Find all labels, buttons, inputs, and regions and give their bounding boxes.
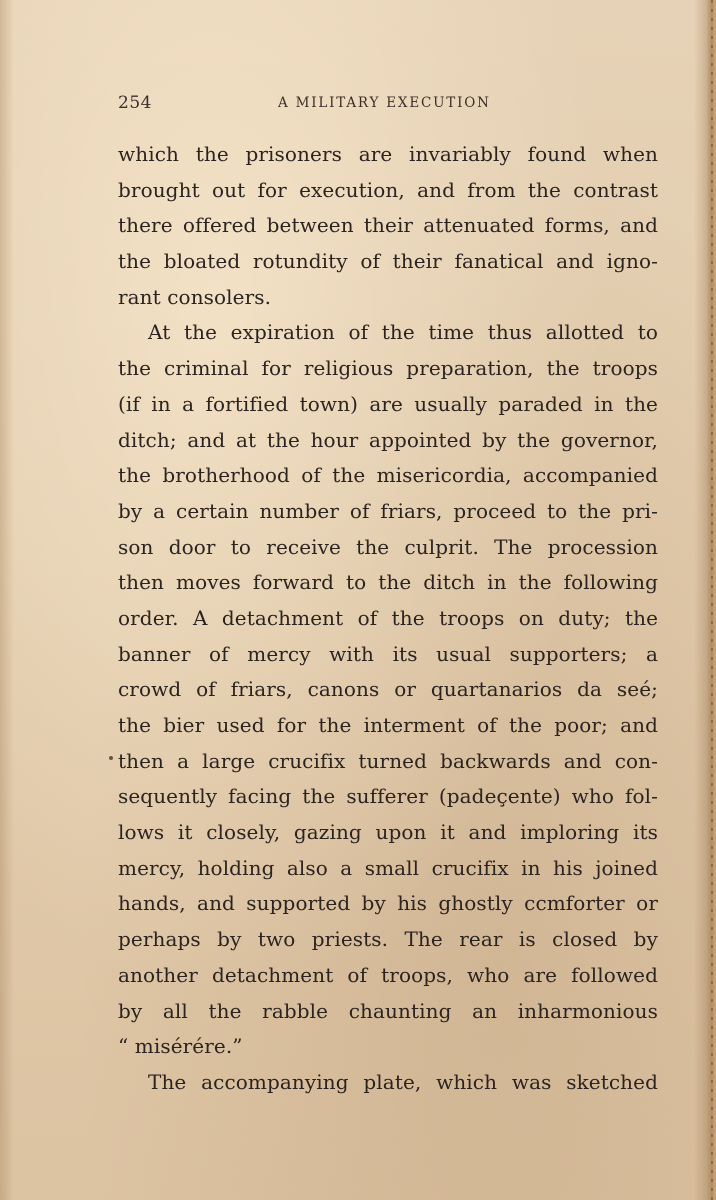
- text-line: the bloated rotundity of their fanatical and igno-: [118, 249, 658, 274]
- text-line: son door to receive the culprit. The procession: [118, 534, 658, 559]
- page-edge: [694, 0, 716, 1200]
- text-line: which the prisoners are invariably found when: [118, 142, 658, 166]
- margin-mark: [109, 756, 113, 760]
- text-line: another detachment of troops, who are followed: [118, 962, 658, 987]
- text-line: by all the rabble chaunting an inharmonious: [118, 998, 658, 1023]
- text-line: order. A detachment of the troops on duty; the: [118, 605, 658, 630]
- text-line: then moves forward to the ditch in the following: [118, 570, 658, 595]
- text-line: lows it closely, gazing upon it and imploring its: [118, 820, 658, 845]
- text-line: brought out for execution, and from the contrast: [118, 177, 658, 202]
- text-line: (if in a fortified town) are usually paraded in the: [118, 391, 658, 416]
- text-line: the criminal for religious preparation, the troops: [118, 356, 658, 381]
- running-head: [118, 93, 658, 117]
- text-line: by a certain number of friars, proceed to the pri-: [118, 498, 658, 523]
- text-line: banner of mercy with its usual supporters; a: [118, 641, 658, 666]
- text-line: perhaps by two priests. The rear is closed by: [118, 927, 658, 952]
- text-line: crowd of friars, canons or quartanarios da seé;: [118, 677, 658, 702]
- body-text: [118, 137, 658, 1101]
- page-gutter-shadow: [0, 0, 14, 1200]
- text-line: there offered between their attenuated forms, and: [118, 213, 658, 238]
- text-line: sequently facing the sufferer (padeçente) who fol-: [118, 784, 658, 809]
- text-line: rant consolers.: [118, 284, 272, 309]
- text-line: ditch; and at the hour appointed by the governor,: [118, 427, 658, 452]
- paragraph-start-line: At the expiration of the time thus allotted to: [148, 320, 658, 345]
- text-line: the brotherhood of the misericordia, accompanied: [118, 463, 658, 488]
- text-line: hands, and supported by his ghostly ccmforter or: [118, 891, 658, 916]
- page-number: 254: [118, 93, 152, 113]
- paragraph-start-line: The accompanying plate, which was sketched: [148, 1069, 658, 1094]
- text-line: then a large crucifix turned backwards and con-: [118, 748, 658, 773]
- text-line: mercy, holding also a small crucifix in his joined: [118, 855, 658, 880]
- running-title: A MILITARY EXECUTION: [278, 95, 491, 111]
- text-line: the bier used for the interment of the poor; and: [118, 713, 658, 737]
- text-line: “ misérére.”: [118, 1034, 243, 1059]
